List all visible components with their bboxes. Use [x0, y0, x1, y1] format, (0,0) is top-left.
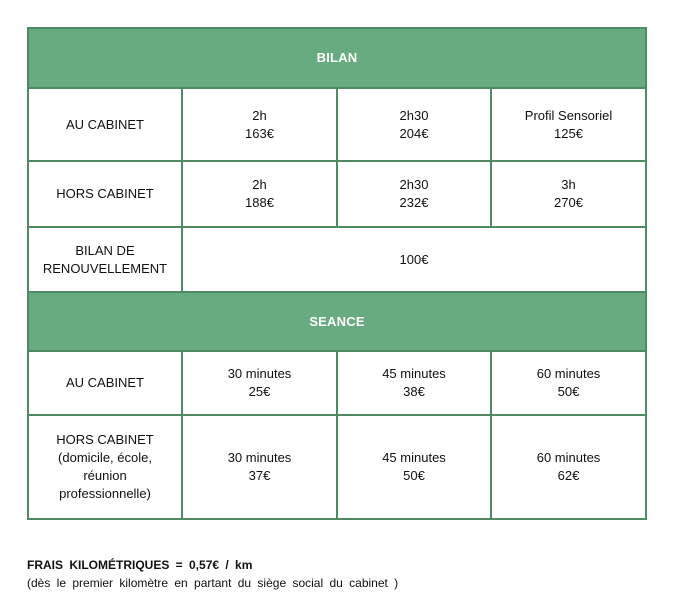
option-duration: 3h	[561, 177, 576, 192]
option-duration: 45 minutes	[382, 366, 446, 381]
mileage-fees: FRAIS KILOMÉTRIQUES = 0,57€ / km	[27, 558, 253, 572]
bilan-au-cabinet-option	[337, 88, 491, 161]
option-price: 163€	[245, 125, 274, 141]
seance-hors-cabinet-option	[491, 415, 646, 519]
hors-cabinet-label-line: professionnelle)	[59, 486, 151, 501]
option-duration: 45 minutes	[382, 450, 446, 465]
option-duration: 2h	[252, 107, 267, 123]
bilan-hors-cabinet-option	[491, 161, 646, 227]
option-price: 232€	[399, 195, 429, 210]
option-price: 188€	[245, 195, 274, 210]
option-price: 204€	[399, 125, 429, 141]
seance-hors-cabinet-option	[182, 415, 337, 519]
mileage-note: (dès le premier kilomètre en partant du siège social du cabinet )	[27, 576, 399, 590]
option-duration: 60 minutes	[536, 366, 601, 381]
option-price: 38€	[403, 384, 425, 399]
bilan-renouvellement-row	[28, 227, 646, 292]
bilan-renouvellement-label	[28, 227, 182, 292]
seance-header: SEANCE	[28, 292, 646, 351]
option-duration: 60 minutes	[536, 450, 601, 465]
hors-cabinet-label-line: HORS CABINET	[56, 432, 154, 447]
bilan-au-cabinet-row	[28, 88, 646, 161]
bilan-hors-cabinet-option	[337, 161, 491, 227]
option-price: 125€	[554, 125, 583, 141]
bilan-renouvellement-price: 100€	[182, 227, 646, 292]
bilan-header: BILAN	[28, 28, 646, 88]
pricing-table	[27, 27, 647, 520]
seance-au-cabinet-option	[491, 351, 646, 415]
bilan-hors-cabinet-row	[28, 161, 646, 227]
option-price: 25€	[248, 384, 271, 399]
hors-cabinet-label-line: réunion	[83, 468, 127, 483]
renouvellement-label-line: BILAN DE	[75, 242, 135, 258]
seance-au-cabinet-option	[182, 351, 337, 415]
bilan-hors-cabinet-option	[182, 161, 337, 227]
option-duration: 2h	[252, 177, 267, 192]
hors-cabinet-label-line: (domicile, école,	[58, 450, 152, 465]
seance-au-cabinet-option	[337, 351, 491, 415]
seance-au-cabinet-row	[28, 351, 646, 415]
bilan-au-cabinet-option	[491, 88, 646, 161]
option-duration: 30 minutes	[227, 366, 292, 381]
option-duration: 2h30	[399, 107, 429, 123]
option-price: 270€	[554, 195, 583, 210]
bilan-au-cabinet-option	[182, 88, 337, 161]
seance-hors-cabinet-label	[28, 415, 182, 519]
bilan-au-cabinet-label: AU CABINET	[28, 88, 182, 161]
bilan-hors-cabinet-label: HORS CABINET	[28, 161, 182, 227]
option-price: 62€	[557, 468, 580, 483]
seance-au-cabinet-label: AU CABINET	[28, 351, 182, 415]
bilan-header-row	[28, 28, 646, 88]
footer	[27, 556, 398, 592]
option-duration: 2h30	[399, 177, 429, 192]
option-price: 50€	[403, 468, 425, 483]
seance-hors-cabinet-option	[337, 415, 491, 519]
option-duration: 30 minutes	[227, 450, 292, 465]
renouvellement-label-line: RENOUVELLEMENT	[42, 260, 168, 276]
seance-hors-cabinet-row	[28, 415, 646, 519]
option-price: 37€	[248, 468, 271, 483]
option-price: 50€	[557, 384, 580, 399]
seance-header-row	[28, 292, 646, 351]
option-duration: Profil Sensoriel	[524, 107, 613, 123]
